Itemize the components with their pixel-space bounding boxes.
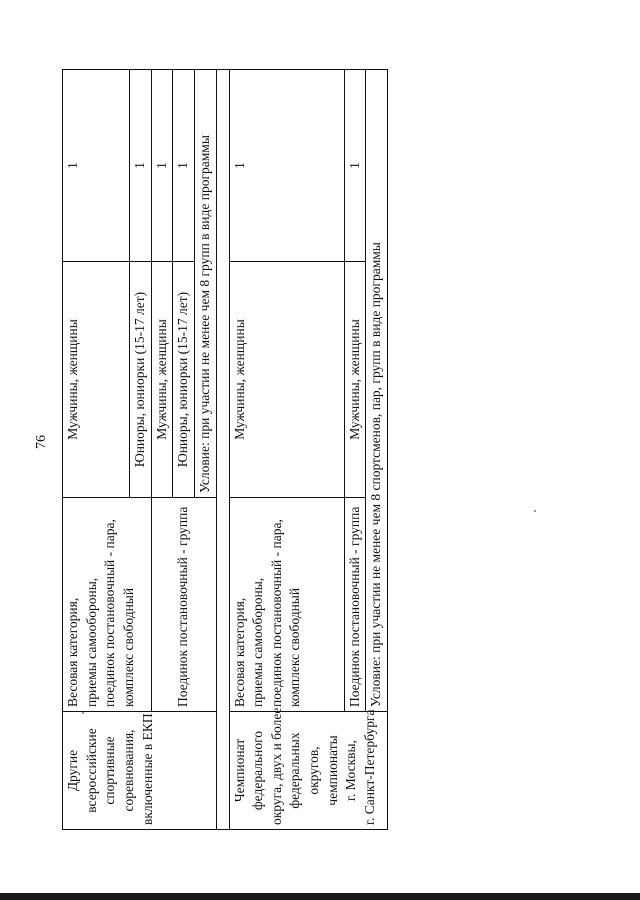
category-cell: Мужчины, женщины [344, 262, 366, 498]
discipline-cell: Поединок постановочный - группа [151, 498, 216, 712]
competition-name-cell: Другие всероссийские спортивные соревнования, включенные в ЕКП [63, 712, 217, 830]
scan-speck [534, 510, 536, 512]
category-cell: Юниоры, юниорки (15-17 лет) [130, 262, 152, 498]
table-row [63, 70, 130, 830]
discipline-cell: Весовая категория, приемы самообороны, поединок постановочный - пара, комплекс свободный [63, 498, 152, 712]
category-cell: Юниоры, юниорки (15-17 лет) [173, 262, 195, 498]
count-cell: 1 [130, 70, 152, 262]
category-cell: Мужчины, женщины [229, 262, 344, 498]
table-gap-row [216, 70, 229, 830]
condition-cell: Условие: при участии не менее чем 8 спортсменов, пар, групп в виде программы [366, 70, 388, 712]
count-cell: 1 [344, 70, 366, 262]
category-cell: Мужчины, женщины [151, 262, 173, 498]
competition-name-cell: Чемпионат федерального округа, двух и более федеральных округов, чемпионаты г. Москвы, г. Санкт-Петербурга [229, 712, 387, 830]
rotated-document-page [34, 70, 402, 830]
count-cell: 1 [151, 70, 173, 262]
table-row [229, 70, 344, 830]
count-cell: 1 [229, 70, 344, 262]
page-number: 76 [34, 435, 49, 449]
discipline-cell: Поединок постановочный - группа [344, 498, 366, 712]
count-cell: 1 [173, 70, 195, 262]
gap-cell [216, 70, 229, 830]
count-cell: 1 [63, 70, 130, 262]
condition-cell: Условие: при участии не менее чем 8 групп в виде программы [194, 70, 216, 498]
scan-bottom-edge [0, 893, 640, 900]
category-cell: Мужчины, женщины [63, 262, 130, 498]
competition-table [62, 69, 388, 830]
discipline-cell: Весовая категория, приемы самообороны, поединок постановочный - пара, комплекс свободный [229, 498, 344, 712]
